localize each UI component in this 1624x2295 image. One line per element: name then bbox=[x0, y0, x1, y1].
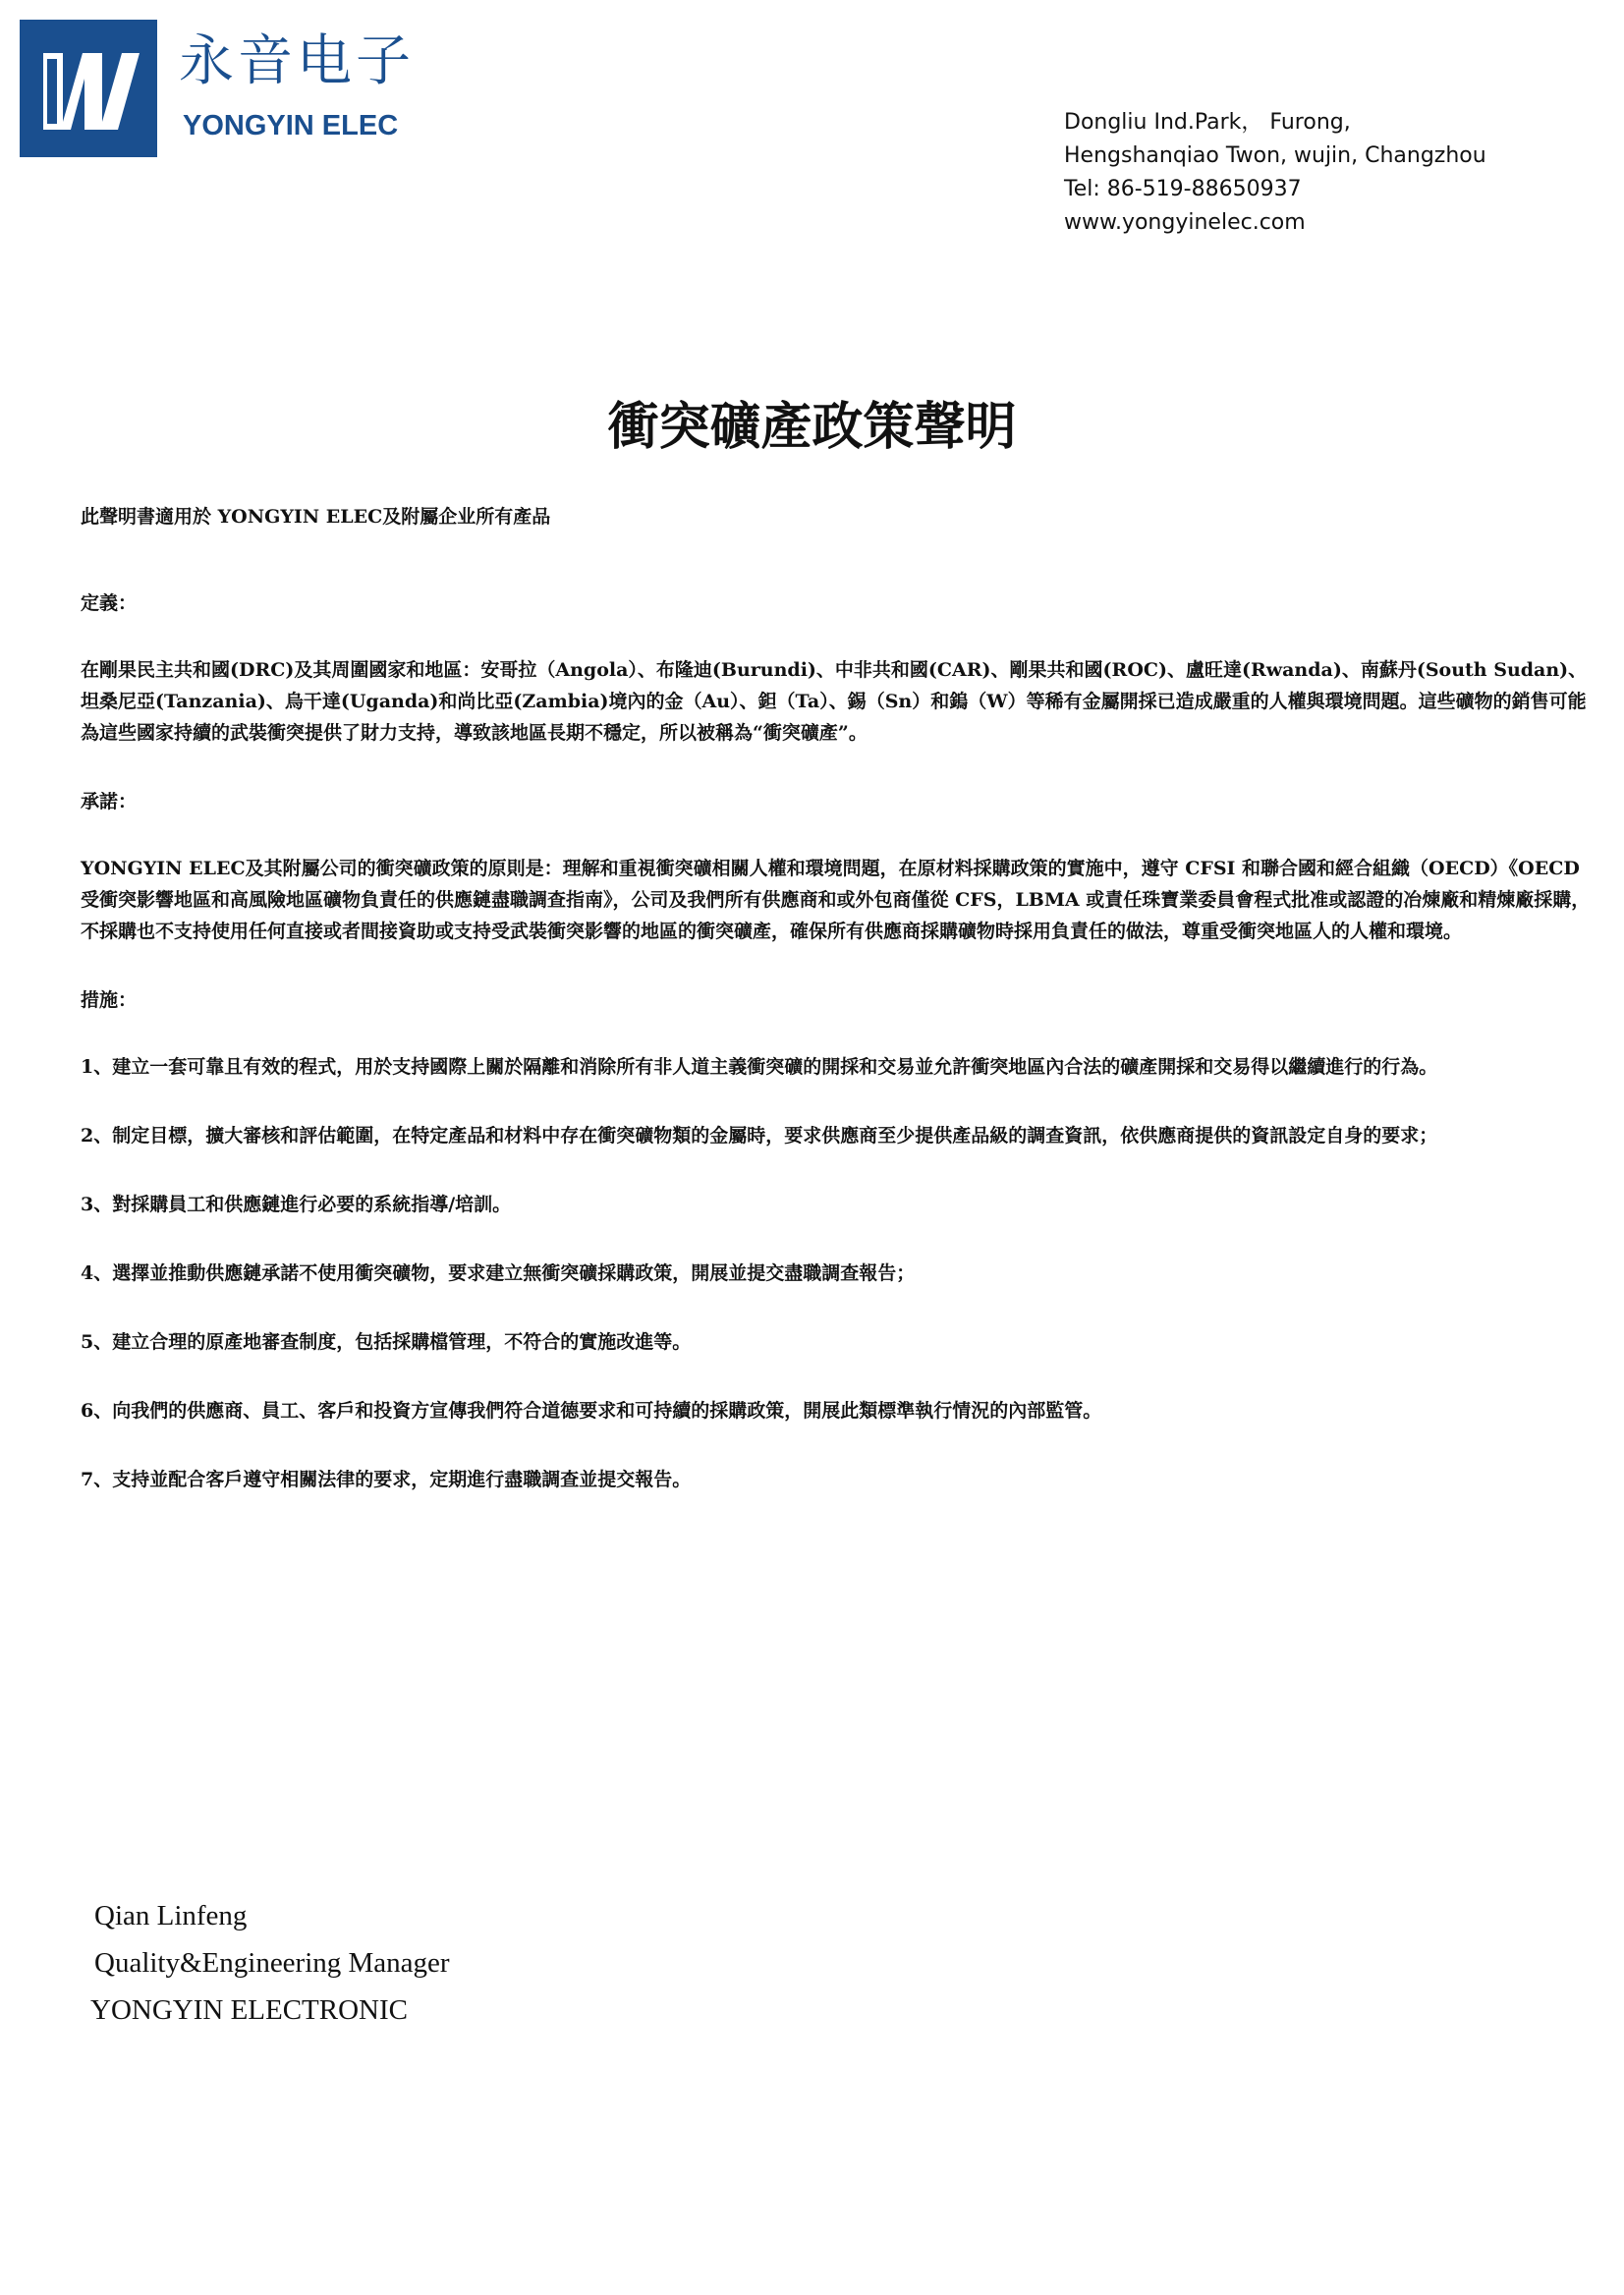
measure-item: 3、對採購員工和供應鏈進行必要的系統指導/培訓。 bbox=[81, 1194, 512, 1215]
signer-company: YONGYIN ELECTRONIC bbox=[90, 1994, 408, 2026]
document-body bbox=[81, 501, 1594, 1533]
document-title: 衝突礦產政策聲明 bbox=[607, 396, 1017, 457]
scope-statement: 此聲明書適用於 YONGYIN ELEC及附屬企业所有產品 bbox=[81, 506, 551, 528]
measures-heading: 措施： bbox=[81, 989, 138, 1011]
brand-chinese-name: 永音电子 bbox=[179, 29, 415, 93]
measure-item: 2、制定目標，擴大審核和評估範圍，在特定產品和材料中存在衝突礦物類的金屬時，要求供應商至少提供產品級的調查資訊，依供應商提供的資訊設定自身的要求； bbox=[81, 1125, 1438, 1147]
phone-line: Tel: 86-519-88650937 bbox=[1064, 177, 1302, 201]
company-address bbox=[1064, 106, 1486, 240]
definition-text: 在剛果民主共和國(DRC)及其周圍國家和地區：安哥拉（Angola）、布隆迪(Burundi)、中非共和國(CAR)、剛果共和國(ROC)、盧旺達(Rwanda)、南蘇丹(South Sudan)、坦桑尼亞(Tanzania)、烏干達(Uganda)和尚比亞(Zambia)境內的金（Au）、鉭（Ta）、錫（Sn）和鎢（W）等稀有金屬開採已造成嚴重的人權與環境問題。這些礦物的銷售可能為這些國家持續的武裝衝突提供了財力支持，導致該地區長期不穩定，所以被稱為“衝突礦產”。 bbox=[81, 659, 1588, 744]
commitment-heading: 承諾： bbox=[81, 791, 138, 812]
measure-item: 6、向我們的供應商、員工、客戶和投資方宣傳我們符合道德要求和可持續的採購政策，開展此類標準執行情況的內部監管。 bbox=[81, 1400, 1102, 1422]
measure-item: 1、建立一套可靠且有效的程式，用於支持國際上關於隔離和消除所有非人道主義衝突礦的開採和交易並允許衝突地區內合法的礦產開採和交易得以繼續進行的行為。 bbox=[81, 1056, 1438, 1078]
measure-item: 5、建立合理的原產地審查制度，包括採購檔管理，不符合的實施改進等。 bbox=[81, 1331, 692, 1353]
definition-heading: 定義： bbox=[81, 592, 138, 614]
signer-position: Quality&Engineering Manager bbox=[94, 1947, 450, 1979]
address-line: Dongliu Ind.Park， Furong, bbox=[1064, 110, 1351, 135]
measure-item: 7、支持並配合客戶遵守相關法律的要求，定期進行盡職調查並提交報告。 bbox=[81, 1469, 692, 1490]
brand-english-name: YONGYIN ELEC bbox=[183, 110, 399, 141]
measure-item: 4、選擇並推動供應鏈承諾不使用衝突礦物，要求建立無衝突礦採購政策，開展並提交盡職調查報告； bbox=[81, 1262, 916, 1284]
yongyin-w-logo-icon bbox=[20, 20, 157, 157]
signature-block bbox=[90, 1892, 450, 2034]
signer-name: Qian Linfeng bbox=[94, 1900, 248, 1931]
commitment-text: YONGYIN ELEC及其附屬公司的衝突礦政策的原則是：理解和重視衝突礦相關人權和環境問題，在原材料採購政策的實施中，遵守 CFSI 和聯合國和經合組織（OECD）《OECD 受衝突影響地區和高風險地區礦物負責任的供應鏈盡職調查指南》，公司及我們所有供應商和或外包商僅從 CFS，LBMA 或責任珠寶業委員會程式批准或認證的冶煉廠和精煉廠採購，不採購也不支持使用任何直接或者間接資助或支持受武裝衝突影響的地區的衝突礦產，確保所有供應商採購礦物時採用負責任的做法，尊重受衝突地區人的人權和環境。 bbox=[81, 858, 1591, 942]
website-line: www.yongyinelec.com bbox=[1064, 210, 1306, 235]
address-line: Hengshanqiao Twon, wujin, Changzhou bbox=[1064, 143, 1486, 168]
